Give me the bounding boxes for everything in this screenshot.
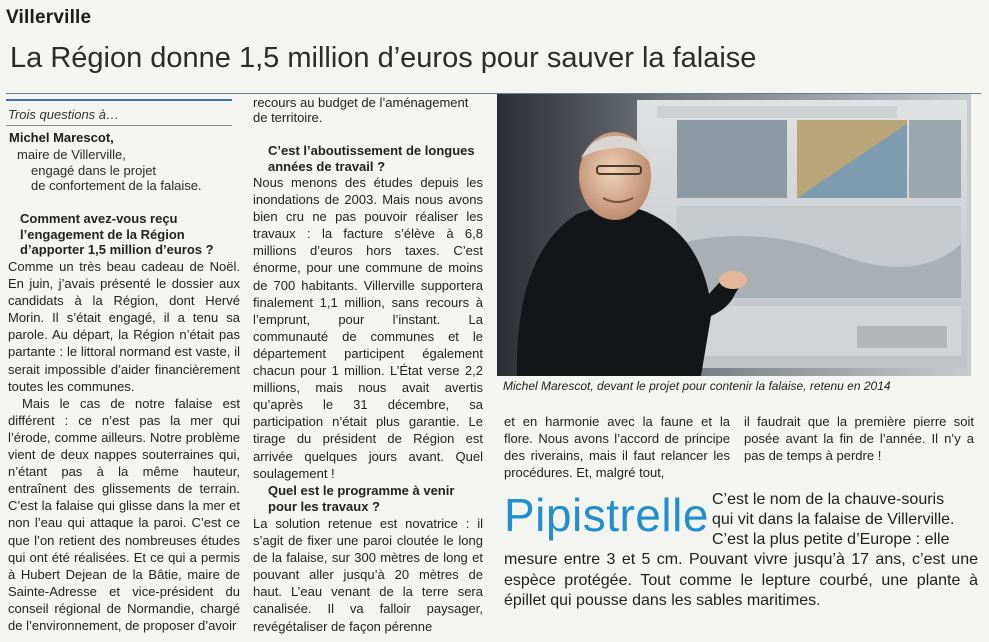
sidebar-line: C’est la plus petite d’Europe : elle (712, 531, 950, 548)
question-3: Quel est le programme à venir pour les travaux ? (268, 483, 455, 514)
photo (497, 94, 971, 376)
answer-3-continued (744, 413, 974, 464)
intro-line: de confortement de la falaise. (31, 178, 202, 193)
answer-3-continued (504, 413, 730, 481)
page-title: La Région donne 1,5 million d’euros pour sauver la falaise (10, 42, 757, 74)
section-label: Trois questions à… (8, 107, 120, 122)
answer-2 (253, 174, 483, 482)
sidebar-line: C’est le nom de la chauve-souris (712, 491, 945, 508)
answer-1 (8, 258, 240, 634)
divider (6, 99, 232, 101)
answer-1-continued: recours au budget de l’aménagement de territoire. (253, 95, 469, 125)
answer-paragraph: Mais le cas de notre falaise est différent : ce n’est pas la mer qui l’érode, comme ailleurs. Notre problème vient de deux nappes souterraines qui, n’étant pas à la même hauteur, entraînent des glissements de terrain. C’est la falaise qui glisse dans la mer et non l’eau qui attaque la paroi. C’est ce que l’on retient des nombreuses études qui ont été réalisées. Et ce qui a permis à Hubert Dejean de la Bâtie, maire de Sainte-Adresse et vice-président du conseil régional de Normandie, chargé de l’environnement, de proposer d’avoir (8, 395, 240, 633)
interviewee-name: Michel Marescot, (9, 130, 114, 145)
photo-illustration (497, 94, 971, 376)
sidebar-title: Pipistrelle (504, 489, 709, 541)
sidebar-intro (712, 490, 978, 550)
sidebar-body: mesure entre 3 et 5 cm. Pouvant vivre jusqu’à 17 ans, c’est une espèce protégée. Tout comme le lepture courbé, une plante à épillet qui pousse dans les sables maritimes. (504, 551, 978, 609)
answer-paragraph: il faudrait que la première pierre soit posée avant la fin de l’année. Il n’y a pas de temps à perdre ! (744, 414, 974, 464)
divider (6, 125, 232, 126)
question-2: C’est l’aboutissement de longues années de travail ? (268, 143, 475, 174)
answer-paragraph: La solution retenue est novatrice : il s’agit de fixer une paroi cloutée le long de la falaise, sur 300 mètres de long et pouvant aller jusqu’à 20 mètres de haut. L’eau venant de la terre sera canalisée. Il va falloir paysager, revégétaliser de façon pérenne (253, 516, 483, 634)
intro-line: maire de Villerville, (17, 147, 126, 162)
answer-paragraph: Nous menons des études depuis les inondations de 2003. Mais nous avons bien cru ne pas pouvoir réaliser les travaux : la facture s’élève à 6,8 millions d’euros hors taxes. C’est énorme, pour une commune de moins de 700 habitants. Villerville supportera finalement 1,1 million, sans recours à l’emprunt, pour l’instant. La communauté de communes et le département participent également chacun pour 1 million. L’État verse 2,2 millions, mais nous avait avertis qu’après le 31 décembre, sa participation n’était plus garantie. Le tirage du président de Région est arrivée quelques jours avant. Quel soulagement ! (253, 175, 483, 481)
answer-paragraph: Comme un très beau cadeau de Noël. En juin, j’avais présenté le dossier aux candidats à la Région, dont Hervé Morin. Il s’était engagé, il a tenu sa parole. Au départ, la Région n’était pas partante : le littoral normand est vaste, il serait impossible d’aider financièrement toutes les communes. (8, 259, 240, 394)
sidebar-line: qui vit dans la falaise de Villerville. (712, 511, 955, 528)
question-1: Comment avez-vous reçu l’engagement de la Région d’apporter 1,5 million d’euros ? (20, 211, 214, 257)
interviewee-intro (9, 147, 229, 194)
answer-3 (253, 515, 483, 635)
answer-paragraph: et en harmonie avec la faune et la flore. Nous avons l’accord de principe des riverains, mais il faut relancer les procédures. Et, malgré tout, (504, 414, 730, 481)
kicker: Villerville (6, 7, 92, 28)
intro-line: engagé dans le projet (31, 162, 157, 178)
photo-caption: Michel Marescot, devant le projet pour contenir la falaise, retenu en 2014 (503, 379, 891, 393)
